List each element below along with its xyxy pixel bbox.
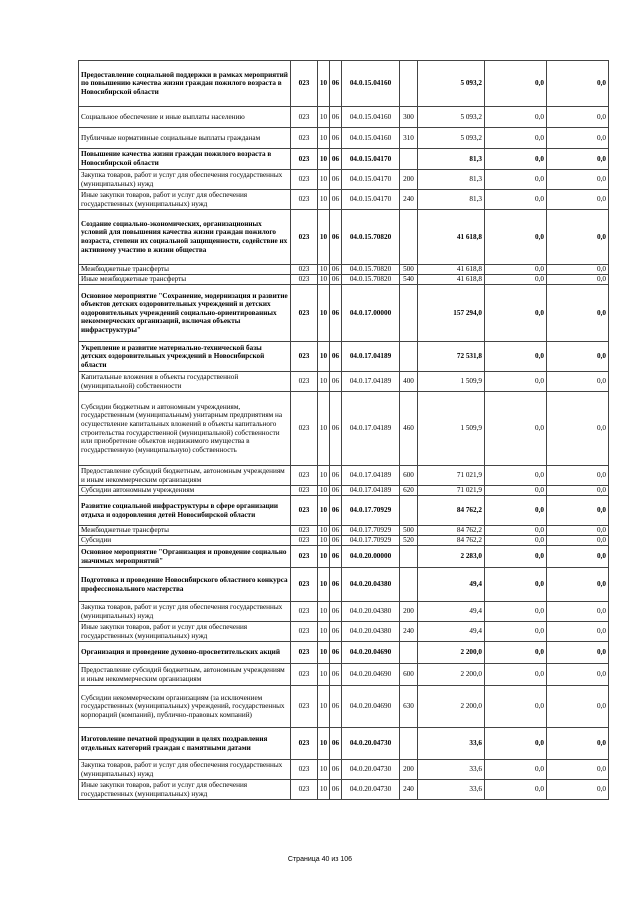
table-row — [79, 128, 609, 149]
row-target-article: 04.0.17.04189 — [342, 466, 400, 486]
row-amount-1: 33,6 — [418, 760, 485, 780]
row-amount-3: 0,0 — [547, 664, 609, 686]
row-amount-1: 33,6 — [418, 780, 485, 800]
row-amount-2: 0,0 — [485, 642, 547, 664]
row-amount-1: 71 021,9 — [418, 466, 485, 486]
row-name: Иные закупки товаров, работ и услуг для обеспечения государственных (муниципальных) нужд — [79, 190, 291, 210]
row-amount-1: 49,4 — [418, 568, 485, 602]
row-target-article: 04.0.20.04380 — [342, 602, 400, 622]
row-ved: 023 — [291, 496, 318, 526]
row-ved: 023 — [291, 622, 318, 642]
row-section: 10 — [318, 728, 330, 760]
row-expense-type: 500 — [400, 526, 418, 536]
row-name: Межбюджетные трансферты — [79, 265, 291, 275]
row-ved: 023 — [291, 190, 318, 210]
row-amount-2: 0,0 — [485, 190, 547, 210]
row-amount-2: 0,0 — [485, 486, 547, 496]
row-section: 10 — [318, 210, 330, 265]
table-row — [79, 602, 609, 622]
row-amount-3: 0,0 — [547, 149, 609, 170]
table-row — [79, 496, 609, 526]
row-subsection: 06 — [330, 496, 342, 526]
row-expense-type — [400, 61, 418, 107]
row-amount-3: 0,0 — [547, 568, 609, 602]
row-section: 10 — [318, 536, 330, 546]
row-expense-type: 200 — [400, 170, 418, 190]
row-subsection: 06 — [330, 107, 342, 128]
row-ved: 023 — [291, 486, 318, 496]
row-amount-2: 0,0 — [485, 275, 547, 285]
row-amount-1: 84 762,2 — [418, 496, 485, 526]
row-subsection: 06 — [330, 170, 342, 190]
row-section: 10 — [318, 170, 330, 190]
row-expense-type: 520 — [400, 536, 418, 546]
row-ved: 023 — [291, 526, 318, 536]
row-subsection: 06 — [330, 664, 342, 686]
row-target-article: 04.0.20.04690 — [342, 642, 400, 664]
row-target-article: 04.0.20.00000 — [342, 546, 400, 568]
row-section: 10 — [318, 190, 330, 210]
table-row — [79, 61, 609, 107]
row-target-article: 04.0.20.04690 — [342, 686, 400, 728]
row-section: 10 — [318, 285, 330, 342]
row-section: 10 — [318, 149, 330, 170]
row-ved: 023 — [291, 128, 318, 149]
table-row — [79, 107, 609, 128]
row-subsection: 06 — [330, 342, 342, 372]
row-subsection: 06 — [330, 392, 342, 466]
row-amount-3: 0,0 — [547, 622, 609, 642]
row-ved: 023 — [291, 265, 318, 275]
row-amount-2: 0,0 — [485, 61, 547, 107]
row-ved: 023 — [291, 342, 318, 372]
row-name: Закупка товаров, работ и услуг для обеспечения государственных (муниципальных) нужд — [79, 170, 291, 190]
row-target-article: 04.0.17.04189 — [342, 392, 400, 466]
table-row — [79, 275, 609, 285]
row-name: Предоставление социальной поддержки в рамках мероприятий по повышению качества жизни граждан пожилого возраста в Новосибирской области — [79, 61, 291, 107]
row-target-article: 04.0.15.04160 — [342, 107, 400, 128]
row-expense-type: 540 — [400, 275, 418, 285]
row-amount-3: 0,0 — [547, 190, 609, 210]
table-row — [79, 780, 609, 800]
row-amount-3: 0,0 — [547, 128, 609, 149]
table-row — [79, 190, 609, 210]
row-amount-3: 0,0 — [547, 466, 609, 486]
row-amount-1: 33,6 — [418, 728, 485, 760]
row-ved: 023 — [291, 170, 318, 190]
row-amount-3: 0,0 — [547, 107, 609, 128]
row-amount-3: 0,0 — [547, 342, 609, 372]
row-amount-1: 5 093,2 — [418, 107, 485, 128]
row-amount-3: 0,0 — [547, 210, 609, 265]
row-name: Иные закупки товаров, работ и услуг для обеспечения государственных (муниципальных) нужд — [79, 622, 291, 642]
row-amount-3: 0,0 — [547, 780, 609, 800]
row-amount-1: 2 200,0 — [418, 686, 485, 728]
row-subsection: 06 — [330, 210, 342, 265]
row-target-article: 04.0.17.70929 — [342, 536, 400, 546]
row-amount-1: 84 762,2 — [418, 536, 485, 546]
row-amount-2: 0,0 — [485, 664, 547, 686]
row-subsection: 06 — [330, 372, 342, 392]
row-amount-2: 0,0 — [485, 285, 547, 342]
table-row — [79, 546, 609, 568]
row-amount-1: 157 294,0 — [418, 285, 485, 342]
row-subsection: 06 — [330, 526, 342, 536]
row-amount-2: 0,0 — [485, 686, 547, 728]
row-expense-type: 630 — [400, 686, 418, 728]
row-name: Развитие социальной инфраструктуры в сфере организации отдыха и оздоровления детей Новосибирской области — [79, 496, 291, 526]
row-subsection: 06 — [330, 486, 342, 496]
document-page — [78, 60, 608, 800]
budget-table — [78, 60, 609, 800]
row-amount-1: 2 283,0 — [418, 546, 485, 568]
row-name: Субсидии — [79, 536, 291, 546]
row-amount-3: 0,0 — [547, 642, 609, 664]
row-name: Предоставление субсидий бюджетным, автономным учреждениям и иным некоммерческим организациям — [79, 466, 291, 486]
row-target-article: 04.0.17.04189 — [342, 342, 400, 372]
row-section: 10 — [318, 642, 330, 664]
table-row — [79, 526, 609, 536]
row-section: 10 — [318, 61, 330, 107]
row-amount-3: 0,0 — [547, 392, 609, 466]
row-target-article: 04.0.20.04380 — [342, 622, 400, 642]
row-amount-2: 0,0 — [485, 622, 547, 642]
row-target-article: 04.0.15.04170 — [342, 149, 400, 170]
row-expense-type — [400, 642, 418, 664]
row-section: 10 — [318, 107, 330, 128]
row-expense-type: 200 — [400, 602, 418, 622]
table-row — [79, 466, 609, 486]
row-expense-type: 240 — [400, 780, 418, 800]
row-amount-3: 0,0 — [547, 602, 609, 622]
row-ved: 023 — [291, 568, 318, 602]
row-ved: 023 — [291, 760, 318, 780]
row-subsection: 06 — [330, 61, 342, 107]
row-amount-2: 0,0 — [485, 170, 547, 190]
table-row — [79, 664, 609, 686]
row-section: 10 — [318, 760, 330, 780]
row-amount-2: 0,0 — [485, 536, 547, 546]
row-expense-type: 600 — [400, 664, 418, 686]
row-amount-3: 0,0 — [547, 686, 609, 728]
row-amount-3: 0,0 — [547, 546, 609, 568]
row-expense-type — [400, 342, 418, 372]
table-row — [79, 342, 609, 372]
row-ved: 023 — [291, 728, 318, 760]
row-target-article: 04.0.17.04189 — [342, 372, 400, 392]
page-footer: Страница 40 из 106 — [287, 856, 353, 863]
row-amount-1: 5 093,2 — [418, 61, 485, 107]
row-amount-2: 0,0 — [485, 149, 547, 170]
row-name: Подготовка и проведение Новосибирского областного конкурса профессионального мастерства — [79, 568, 291, 602]
row-amount-2: 0,0 — [485, 568, 547, 602]
row-ved: 023 — [291, 536, 318, 546]
row-amount-2: 0,0 — [485, 107, 547, 128]
row-ved: 023 — [291, 780, 318, 800]
row-expense-type: 200 — [400, 760, 418, 780]
table-row — [79, 170, 609, 190]
row-amount-2: 0,0 — [485, 780, 547, 800]
row-amount-1: 2 200,0 — [418, 664, 485, 686]
row-amount-2: 0,0 — [485, 128, 547, 149]
row-ved: 023 — [291, 546, 318, 568]
row-ved: 023 — [291, 107, 318, 128]
row-subsection: 06 — [330, 780, 342, 800]
row-ved: 023 — [291, 210, 318, 265]
row-amount-1: 81,3 — [418, 149, 485, 170]
row-subsection: 06 — [330, 128, 342, 149]
row-amount-3: 0,0 — [547, 61, 609, 107]
row-expense-type — [400, 149, 418, 170]
row-section: 10 — [318, 622, 330, 642]
row-expense-type: 500 — [400, 265, 418, 275]
row-subsection: 06 — [330, 265, 342, 275]
row-subsection: 06 — [330, 728, 342, 760]
row-amount-2: 0,0 — [485, 372, 547, 392]
row-name: Субсидии автономным учреждениям — [79, 486, 291, 496]
row-subsection: 06 — [330, 466, 342, 486]
row-subsection: 06 — [330, 149, 342, 170]
table-row — [79, 536, 609, 546]
row-name: Иные межбюджетные трансферты — [79, 275, 291, 285]
row-expense-type: 240 — [400, 190, 418, 210]
row-name: Основное мероприятие "Организация и проведение социально значимых мероприятий" — [79, 546, 291, 568]
row-amount-1: 81,3 — [418, 170, 485, 190]
row-amount-1: 81,3 — [418, 190, 485, 210]
table-row — [79, 760, 609, 780]
row-ved: 023 — [291, 466, 318, 486]
row-target-article: 04.0.15.04160 — [342, 128, 400, 149]
row-expense-type — [400, 568, 418, 602]
row-amount-2: 0,0 — [485, 210, 547, 265]
row-section: 10 — [318, 780, 330, 800]
table-row — [79, 568, 609, 602]
row-amount-3: 0,0 — [547, 496, 609, 526]
row-subsection: 06 — [330, 568, 342, 602]
row-target-article: 04.0.15.70820 — [342, 210, 400, 265]
table-row — [79, 622, 609, 642]
row-section: 10 — [318, 602, 330, 622]
row-expense-type: 310 — [400, 128, 418, 149]
row-subsection: 06 — [330, 285, 342, 342]
row-section: 10 — [318, 486, 330, 496]
row-name: Закупка товаров, работ и услуг для обеспечения государственных (муниципальных) нужд — [79, 760, 291, 780]
row-name: Межбюджетные трансферты — [79, 526, 291, 536]
row-amount-3: 0,0 — [547, 536, 609, 546]
row-ved: 023 — [291, 686, 318, 728]
row-amount-3: 0,0 — [547, 760, 609, 780]
row-section: 10 — [318, 568, 330, 602]
row-target-article: 04.0.20.04690 — [342, 664, 400, 686]
row-amount-2: 0,0 — [485, 546, 547, 568]
row-amount-2: 0,0 — [485, 342, 547, 372]
row-amount-1: 49,4 — [418, 622, 485, 642]
row-amount-1: 71 021,9 — [418, 486, 485, 496]
row-section: 10 — [318, 496, 330, 526]
row-target-article: 04.0.15.70820 — [342, 265, 400, 275]
row-section: 10 — [318, 372, 330, 392]
row-subsection: 06 — [330, 546, 342, 568]
row-target-article: 04.0.20.04730 — [342, 760, 400, 780]
row-subsection: 06 — [330, 622, 342, 642]
row-amount-1: 5 093,2 — [418, 128, 485, 149]
row-amount-3: 0,0 — [547, 486, 609, 496]
table-row — [79, 392, 609, 466]
row-target-article: 04.0.15.04160 — [342, 61, 400, 107]
row-subsection: 06 — [330, 275, 342, 285]
row-ved: 023 — [291, 664, 318, 686]
row-amount-2: 0,0 — [485, 760, 547, 780]
row-amount-1: 1 509,9 — [418, 392, 485, 466]
row-amount-3: 0,0 — [547, 728, 609, 760]
row-ved: 023 — [291, 61, 318, 107]
row-name: Укрепление и развитие материально-технической базы детских оздоровительных учреждений в Новосибирской области — [79, 342, 291, 372]
row-expense-type: 240 — [400, 622, 418, 642]
row-target-article: 04.0.20.04380 — [342, 568, 400, 602]
row-amount-1: 72 531,8 — [418, 342, 485, 372]
table-row — [79, 149, 609, 170]
row-target-article: 04.0.17.00000 — [342, 285, 400, 342]
row-subsection: 06 — [330, 686, 342, 728]
row-section: 10 — [318, 392, 330, 466]
row-expense-type: 460 — [400, 392, 418, 466]
row-section: 10 — [318, 128, 330, 149]
row-name: Капитальные вложения в объекты государственной (муниципальной) собственности — [79, 372, 291, 392]
row-amount-3: 0,0 — [547, 275, 609, 285]
row-name: Организация и проведение духовно-просветительских акций — [79, 642, 291, 664]
table-row — [79, 372, 609, 392]
row-amount-3: 0,0 — [547, 265, 609, 275]
table-row — [79, 210, 609, 265]
row-amount-3: 0,0 — [547, 170, 609, 190]
row-amount-2: 0,0 — [485, 466, 547, 486]
row-amount-2: 0,0 — [485, 496, 547, 526]
row-name: Предоставление субсидий бюджетным, автономным учреждениям и иным некоммерческим организациям — [79, 664, 291, 686]
row-section: 10 — [318, 275, 330, 285]
row-ved: 023 — [291, 602, 318, 622]
row-section: 10 — [318, 686, 330, 728]
table-row — [79, 686, 609, 728]
row-amount-2: 0,0 — [485, 602, 547, 622]
row-target-article: 04.0.17.70929 — [342, 526, 400, 536]
row-name: Субсидии бюджетным и автономным учреждениям, государственным (муниципальным) унитарным предприятиям на осуществление капитальных вложений в объекты капитального строительства государственной (муниципальной) собственности или приобретение объектов недвижимого имущества в государственную (муниципальную) собственность — [79, 392, 291, 466]
row-expense-type — [400, 496, 418, 526]
row-amount-3: 0,0 — [547, 372, 609, 392]
row-amount-2: 0,0 — [485, 728, 547, 760]
row-amount-1: 41 618,8 — [418, 265, 485, 275]
row-name: Закупка товаров, работ и услуг для обеспечения государственных (муниципальных) нужд — [79, 602, 291, 622]
row-ved: 023 — [291, 285, 318, 342]
row-target-article: 04.0.20.04730 — [342, 728, 400, 760]
row-amount-1: 84 762,2 — [418, 526, 485, 536]
row-amount-1: 41 618,8 — [418, 275, 485, 285]
row-ved: 023 — [291, 149, 318, 170]
row-name: Повышение качества жизни граждан пожилого возраста в Новосибирской области — [79, 149, 291, 170]
row-ved: 023 — [291, 392, 318, 466]
budget-table-body — [79, 61, 609, 800]
row-expense-type — [400, 546, 418, 568]
row-name: Социальное обеспечение и иные выплаты населению — [79, 107, 291, 128]
row-amount-2: 0,0 — [485, 392, 547, 466]
row-subsection: 06 — [330, 536, 342, 546]
row-amount-1: 49,4 — [418, 602, 485, 622]
row-subsection: 06 — [330, 190, 342, 210]
row-amount-1: 1 509,9 — [418, 372, 485, 392]
row-name: Изготовление печатной продукции в целях поздравления отдельных категорий граждан с памятными датами — [79, 728, 291, 760]
row-expense-type — [400, 210, 418, 265]
table-row — [79, 728, 609, 760]
row-expense-type — [400, 728, 418, 760]
row-subsection: 06 — [330, 760, 342, 780]
row-name: Публичные нормативные социальные выплаты гражданам — [79, 128, 291, 149]
table-row — [79, 642, 609, 664]
row-ved: 023 — [291, 372, 318, 392]
row-subsection: 06 — [330, 602, 342, 622]
row-expense-type: 300 — [400, 107, 418, 128]
row-amount-1: 41 618,8 — [418, 210, 485, 265]
row-expense-type — [400, 285, 418, 342]
row-name: Основное мероприятие "Сохранение, модернизация и развитие объектов детских оздоровительных учреждений и детских оздоровительных учреждений социально-ориентированных некоммерческих организаций, включая объекты инфраструктуры" — [79, 285, 291, 342]
row-expense-type: 400 — [400, 372, 418, 392]
row-section: 10 — [318, 342, 330, 372]
row-ved: 023 — [291, 642, 318, 664]
row-expense-type: 620 — [400, 486, 418, 496]
row-ved: 023 — [291, 275, 318, 285]
row-amount-1: 2 200,0 — [418, 642, 485, 664]
table-row — [79, 486, 609, 496]
row-target-article: 04.0.15.70820 — [342, 275, 400, 285]
row-section: 10 — [318, 466, 330, 486]
row-section: 10 — [318, 265, 330, 275]
row-amount-3: 0,0 — [547, 285, 609, 342]
row-target-article: 04.0.17.70929 — [342, 496, 400, 526]
row-target-article: 04.0.15.04170 — [342, 170, 400, 190]
row-section: 10 — [318, 664, 330, 686]
row-name: Субсидии некоммерческим организациям (за исключением государственных (муниципальных) учреждений, государственных корпораций (компаний), публично-правовых компаний) — [79, 686, 291, 728]
row-amount-2: 0,0 — [485, 265, 547, 275]
table-row — [79, 285, 609, 342]
row-target-article: 04.0.15.04170 — [342, 190, 400, 210]
row-expense-type: 600 — [400, 466, 418, 486]
row-target-article: 04.0.20.04730 — [342, 780, 400, 800]
row-amount-3: 0,0 — [547, 526, 609, 536]
row-subsection: 06 — [330, 642, 342, 664]
row-target-article: 04.0.17.04189 — [342, 486, 400, 496]
row-amount-2: 0,0 — [485, 526, 547, 536]
row-section: 10 — [318, 526, 330, 536]
row-section: 10 — [318, 546, 330, 568]
row-name: Создание социально-экономических, организационных условий для повышения качества жизни граждан пожилого возраста, степени их социальной защищенности, содействие их активному участию в жизни общества — [79, 210, 291, 265]
table-row — [79, 265, 609, 275]
row-name: Иные закупки товаров, работ и услуг для обеспечения государственных (муниципальных) нужд — [79, 780, 291, 800]
